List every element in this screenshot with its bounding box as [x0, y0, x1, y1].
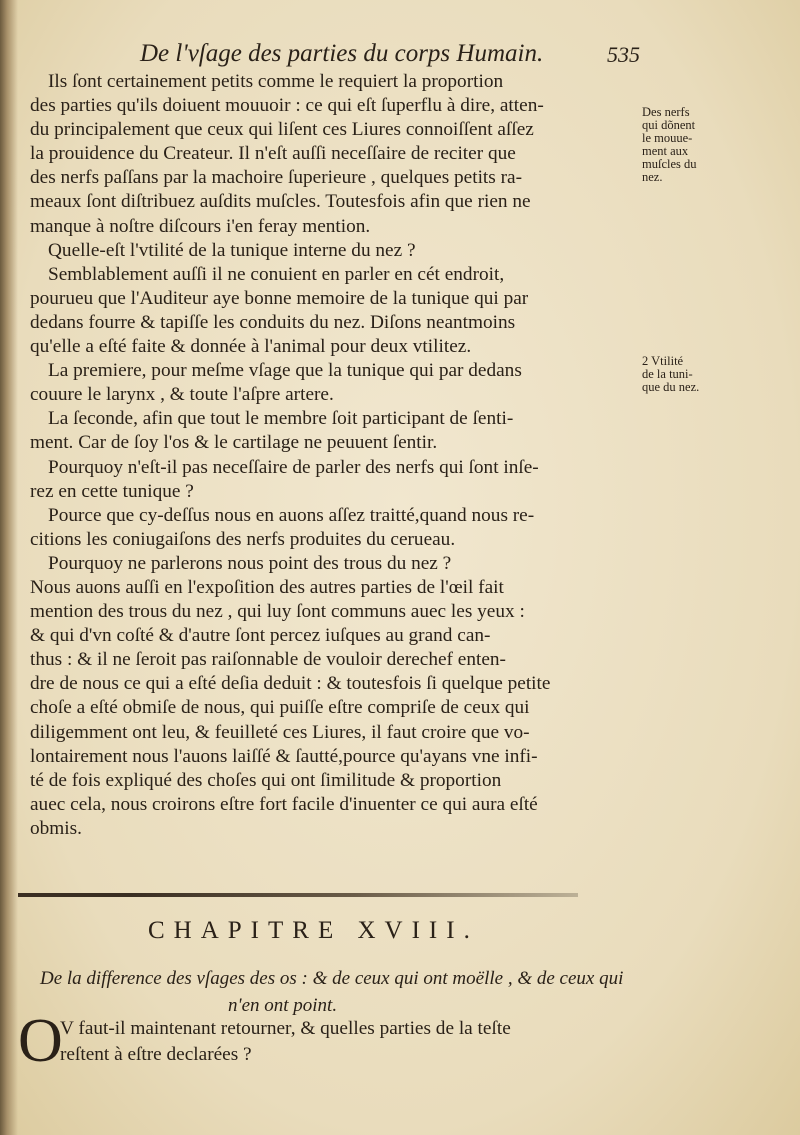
margin-note-line: que du nez.	[642, 380, 700, 394]
text-line: & qui d'vn coſté & d'autre ſont percez iuſques au grand can-	[30, 625, 491, 647]
question-line: Pourquoy n'eſt-il pas neceſſaire de parler des nerfs qui ſont inſe-	[48, 456, 539, 478]
text-line: Semblablement auſſi il ne conuient en parler en cét endroit,	[48, 263, 505, 285]
margin-note-nerves	[642, 106, 742, 184]
text-line: Pource que cy-deſſus nous en auons aſſez traitté,quand nous re-	[48, 504, 535, 526]
text-line: des parties qu'ils doiuent mouuoir : ce qui eſt ſuperflu à dire, atten-	[30, 95, 544, 117]
chapter-heading: CHAPITRE XVIII.	[148, 917, 479, 944]
page-gutter	[0, 0, 18, 1135]
text-line: du principalement que ceux qui liſent ces Liures connoiſſent aſſez	[30, 119, 534, 141]
margin-note-utility	[642, 355, 742, 394]
text-line: obmis.	[30, 817, 82, 839]
text-line: dre de nous ce qui a eſté deſia deduit : & toutesfois ſi quelque petite	[30, 673, 551, 695]
text-line: citions les coniugaiſons des nerfs produites du cerueau.	[30, 528, 456, 550]
margin-note-line: Des nerfs	[642, 105, 690, 119]
text-line: auec cela, nous croirons eſtre fort facile d'inuenter ce qui aura eſté	[30, 793, 538, 815]
text-line: ment. Car de ſoy l'os & le cartilage ne peuuent ſentir.	[30, 432, 438, 454]
text-line: Ils ſont certainement petits comme le requiert la proportion	[48, 71, 504, 92]
text-line: pourueu que l'Auditeur aye bonne memoire de la tunique qui par	[30, 287, 529, 309]
text-line: couure le larynx , & toute l'aſpre artere.	[30, 384, 334, 406]
text-line: qu'elle a eſté faite & donnée à l'animal pour deux vtilitez.	[30, 336, 472, 358]
text-line: diligemment ont leu, & feuilleté ces Liures, il faut croire que vo-	[30, 721, 530, 743]
text-line: mention des trous du nez , qui luy ſont communs auec les yeux :	[30, 601, 525, 623]
text-line: reſtent à eſtre declarées ?	[60, 1044, 252, 1065]
margin-note-line: muſcles du	[642, 157, 697, 171]
margin-note-line: ment aux	[642, 144, 689, 158]
margin-note-line: 2 Vtilité	[642, 354, 684, 368]
text-line: la prouidence du Createur. Il n'eſt auſſi neceſſaire de reciter que	[30, 143, 516, 165]
body-text	[30, 70, 642, 841]
running-head-title: De l'vſage des parties du corps Humain.	[140, 40, 544, 67]
chapter-subtitle-line: n'en ont point.	[228, 995, 338, 1016]
text-line: Nous auons auſſi en l'expoſition des autres parties de l'œil fait	[30, 576, 504, 598]
text-line: La ſeconde, afin que tout le membre ſoit participant de ſenti-	[48, 408, 514, 430]
chapter-opening-text	[60, 1016, 660, 1068]
margin-note-line: nez.	[642, 170, 663, 184]
text-line: lontairement nous l'auons laiſſé & ſautté,pource qu'ayans vne infi-	[30, 745, 538, 767]
running-head	[140, 40, 640, 74]
question-line: Pourquoy ne parlerons nous point des trous du nez ?	[48, 552, 452, 574]
margin-note-line: de la tuni-	[642, 367, 693, 381]
text-line: V faut-il maintenant retourner, & quelles parties de la teſte	[60, 1018, 511, 1039]
chapter-subtitle	[40, 965, 640, 1019]
page-number: 535	[607, 42, 640, 67]
chapter-subtitle-line: De la difference des vſages des os : & de ceux qui ont moëlle , & de ceux qui	[40, 968, 624, 989]
text-line: des nerfs paſſans par la machoire ſuperieure , quelques petits ra-	[30, 167, 523, 189]
question-line: Quelle-eſt l'vtilité de la tunique interne du nez ?	[48, 239, 416, 261]
text-line: La premiere, pour meſme vſage que la tunique qui par dedans	[48, 360, 522, 382]
question-line: rez en cette tunique ?	[30, 480, 194, 502]
text-line: té de fois expliqué des choſes qui ont ſimilitude & proportion	[30, 769, 502, 791]
margin-note-line: le mouue-	[642, 131, 693, 145]
drop-cap: O	[18, 1007, 63, 1075]
text-line: manque à noſtre diſcours i'en feray mention.	[30, 215, 371, 237]
margin-note-line: qui dõnent	[642, 118, 696, 132]
text-line: choſe a eſté obmiſe de nous, qui puiſſe eſtre compriſe de ceux qui	[30, 697, 530, 719]
text-line: dedans fourre & tapiſſe les conduits du nez. Diſons neantmoins	[30, 311, 516, 333]
section-divider	[18, 893, 578, 897]
text-line: thus : & il ne ſeroit pas raiſonnable de vouloir derechef enten-	[30, 649, 506, 671]
text-line: meaux ſont diſtribuez auſdits muſcles. Toutesfois afin que rien ne	[30, 191, 531, 213]
